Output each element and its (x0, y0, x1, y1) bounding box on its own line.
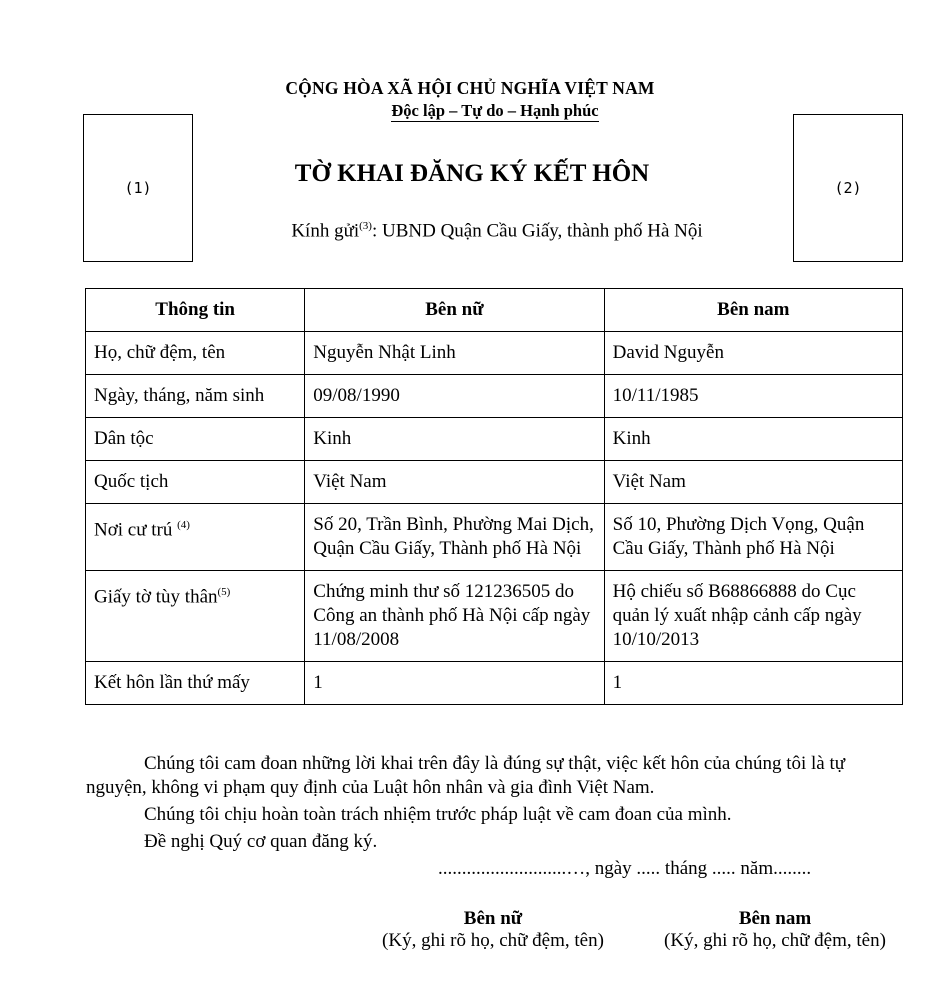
photo-box-left-label: (1) (124, 179, 152, 197)
table-header-row (86, 289, 903, 332)
motto-text: Độc lập – Tự do – Hạnh phúc (391, 101, 599, 120)
female-value: Việt Nam (305, 461, 604, 504)
recipient-prefix: Kính gửi (291, 220, 360, 242)
row-label (86, 375, 305, 418)
form-title: TỜ KHAI ĐĂNG KÝ KẾT HÔN (294, 160, 650, 187)
table-row (86, 332, 903, 375)
national-title: CỘNG HÒA XÃ HỘI CHỦ NGHĨA VIỆT NAM (285, 78, 655, 98)
female-value: 09/08/1990 (305, 375, 604, 418)
row-label-text: Quốc tịch (94, 471, 169, 492)
male-value: Số 10, Phường Dịch Vọng, Quận Cầu Giấy, Thành phố Hà Nội (604, 504, 902, 571)
female-value: 1 (305, 662, 604, 705)
recipient-text: : UBND Quận Cầu Giấy, thành phố Hà Nội (371, 220, 703, 242)
female-value: Nguyễn Nhật Linh (305, 332, 604, 375)
row-label (86, 662, 305, 705)
table-row (86, 461, 903, 504)
female-value: Số 20, Trần Bình, Phường Mai Dịch, Quận Cầu Giấy, Thành phố Hà Nội (305, 504, 604, 571)
table-row (86, 418, 903, 461)
male-value: David Nguyễn (604, 332, 902, 375)
declaration-paragraph-3: Đề nghị Quý cơ quan đăng ký. (144, 831, 378, 852)
header-info: Thông tin (86, 289, 305, 332)
row-label (86, 571, 305, 662)
table-row (86, 375, 903, 418)
header-female: Bên nữ (305, 289, 604, 332)
row-label (86, 461, 305, 504)
recipient-footnote: (3) (359, 220, 372, 232)
row-label-text: Giấy tờ tùy thân (94, 586, 218, 608)
declaration-paragraph-1: Chúng tôi cam đoan những lời khai trên đây là đúng sự thật, việc kết hôn của chúng tôi là tự nguyện, không vi phạm quy định của Luật hôn nhân và gia đình Việt Nam. (86, 753, 846, 798)
declaration-paragraph-2: Chúng tôi chịu hoàn toàn trách nhiệm trước pháp luật về cam đoan của mình. (144, 804, 732, 825)
table-row (86, 571, 903, 662)
header-male: Bên nam (604, 289, 902, 332)
table-row (86, 504, 903, 571)
male-signature-block (642, 908, 908, 952)
male-signature-note: (Ký, ghi rõ họ, chữ đệm, tên) (664, 930, 886, 951)
male-value: 1 (604, 662, 902, 705)
date-line: ...........................…, ngày ..... tháng ..... năm........ (438, 858, 812, 879)
female-signature-note: (Ký, ghi rõ họ, chữ đệm, tên) (382, 930, 604, 951)
row-label (86, 504, 305, 571)
recipient-line (0, 220, 940, 242)
row-footnote: (4) (177, 519, 190, 531)
row-label (86, 418, 305, 461)
female-signature-title: Bên nữ (463, 908, 523, 929)
table-row (86, 662, 903, 705)
male-value: Kinh (604, 418, 902, 461)
female-signature-block (360, 908, 626, 952)
photo-box-right-label: (2) (834, 179, 862, 197)
row-label-text: Dân tộc (94, 428, 154, 449)
row-label-text: Nơi cư trú (94, 519, 173, 541)
female-value: Kinh (305, 418, 604, 461)
female-value: Chứng minh thư số 121236505 do Công an thành phố Hà Nội cấp ngày 11/08/2008 (305, 571, 604, 662)
male-value: Việt Nam (604, 461, 902, 504)
row-label-text: Ngày, tháng, năm sinh (94, 385, 265, 406)
male-value: Hộ chiếu số B68866888 do Cục quản lý xuất nhập cảnh cấp ngày 10/10/2013 (604, 571, 902, 662)
male-signature-title: Bên nam (738, 908, 812, 929)
registration-table (85, 288, 903, 705)
row-label-text: Kết hôn lần thứ mấy (94, 672, 250, 693)
row-label-text: Họ, chữ đệm, tên (94, 342, 226, 363)
male-value: 10/11/1985 (604, 375, 902, 418)
row-footnote: (5) (217, 586, 231, 598)
row-label (86, 332, 305, 375)
